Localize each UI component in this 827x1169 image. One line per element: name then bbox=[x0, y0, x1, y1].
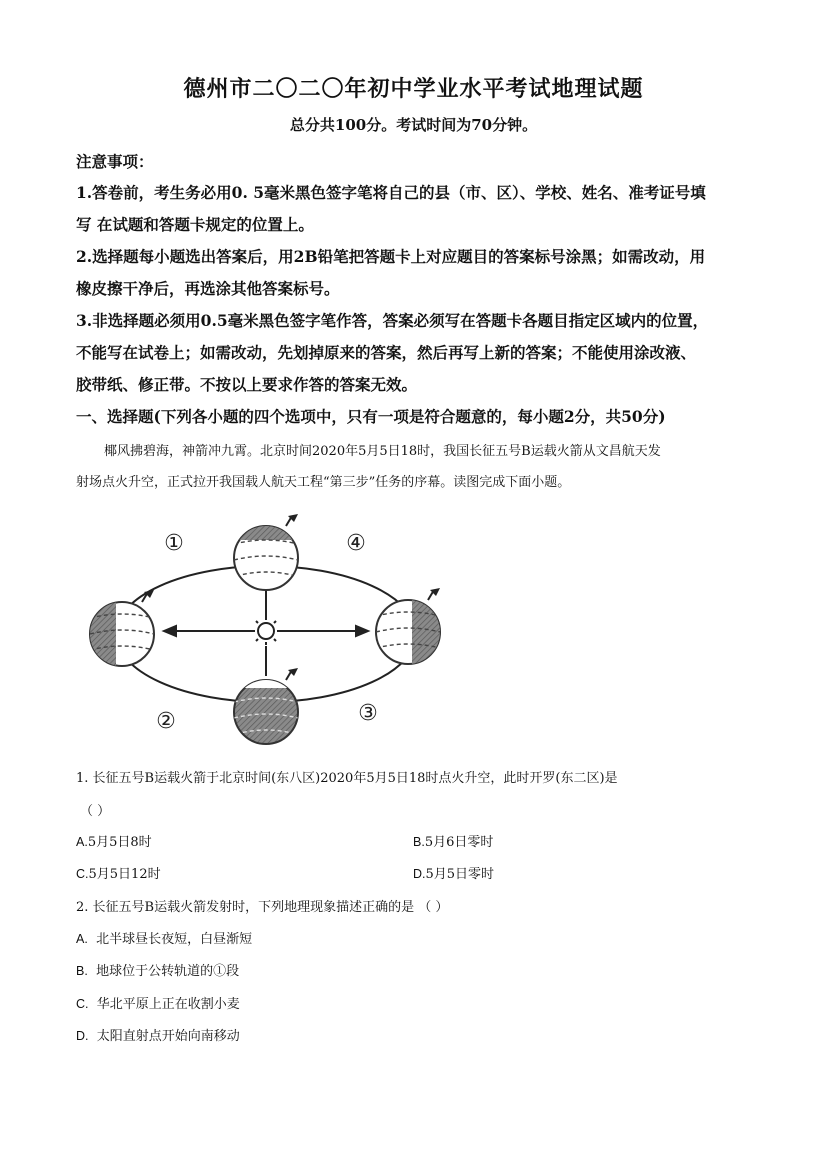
page-title: 德州市二〇二〇年初中学业水平考试地理试题 bbox=[183, 76, 644, 102]
notice-line-3: 2.选择题每小题选出答案后，用2B铅笔把答题卡上对应题目的答案标号涂黑；如需改动，用 bbox=[76, 247, 706, 266]
question-2-option-b[interactable] bbox=[76, 960, 239, 979]
option-label: A. bbox=[76, 835, 88, 849]
earth-top-icon bbox=[226, 514, 306, 590]
option-text: 地球位于公转轨道的①段 bbox=[96, 964, 240, 979]
question-1-option-c[interactable] bbox=[76, 863, 161, 882]
earth-left-icon bbox=[86, 590, 154, 676]
option-label: D. bbox=[413, 867, 426, 881]
question-1-option-a[interactable] bbox=[76, 831, 152, 850]
option-text: 太阳直射点开始向南移动 bbox=[96, 1029, 240, 1044]
notice-line-4: 橡皮擦干净后，再选涂其他答案标号。 bbox=[76, 279, 340, 298]
question-2-stem: 2. 长征五号B运载火箭发射时，下列地理现象描述正确的是 （ ） bbox=[76, 900, 449, 915]
passage-line-1: 椰风拂碧海，神箭冲九霄。北京时间2020年5月5日18时，我国长征五号B运载火箭从文昌航天发 bbox=[104, 444, 661, 459]
question-1-stem: 1. 长征五号B运载火箭于北京时间(东八区)2020年5月5日18时点火升空，此时开罗(东二区)是 bbox=[76, 771, 618, 786]
earth-bottom-icon bbox=[234, 668, 298, 744]
option-label: C. bbox=[76, 997, 89, 1011]
option-label: B. bbox=[413, 835, 425, 849]
option-text: 5月6日零时 bbox=[424, 835, 494, 850]
option-label: D. bbox=[76, 1029, 89, 1043]
notice-heading: 注意事项： bbox=[76, 152, 154, 171]
option-text: 5月5日8时 bbox=[87, 835, 152, 850]
sun-icon bbox=[252, 617, 280, 645]
notice-line-1: 1.答卷前，考生务必用0. 5毫米黑色签字笔将自己的县（市、区）、学校、姓名、准考证号填 bbox=[76, 183, 706, 202]
segment-label-1: ① bbox=[164, 531, 184, 556]
option-text: 5月5日12时 bbox=[88, 867, 161, 882]
passage-line-2: 射场点火升空，正式拉开我国载人航天工程“第三步”任务的序幕。读图完成下面小题。 bbox=[76, 475, 571, 490]
question-1-blank: （ ） bbox=[80, 804, 111, 819]
option-label: C. bbox=[76, 867, 89, 881]
question-2-option-c[interactable] bbox=[76, 993, 240, 1012]
option-text: 5月5日零时 bbox=[425, 867, 495, 882]
earth-orbit-diagram bbox=[86, 506, 456, 750]
question-2-option-a[interactable] bbox=[76, 928, 252, 947]
notice-line-5: 3.非选择题必须用0.5毫米黑色签字笔作答，答案必须写在答题卡各题目指定区域内的位置， bbox=[76, 311, 709, 330]
notice-line-7: 胶带纸、修正带。不按以上要求作答的答案无效。 bbox=[76, 375, 418, 394]
question-2-option-d[interactable] bbox=[76, 1025, 240, 1044]
segment-label-2: ② bbox=[156, 709, 176, 734]
question-1-option-d[interactable] bbox=[413, 863, 494, 882]
notice-line-6: 不能写在试卷上；如需改动，先划掉原来的答案，然后再写上新的答案；不能使用涂改液、 bbox=[76, 343, 697, 362]
earth-right-icon bbox=[376, 588, 452, 674]
segment-label-4: ④ bbox=[346, 531, 366, 556]
exam-info: 总分共100分。考试时间为70分钟。 bbox=[289, 116, 538, 134]
option-text: 北半球昼长夜短，白昼渐短 bbox=[96, 932, 253, 947]
option-text: 华北平原上正在收割小麦 bbox=[96, 997, 240, 1012]
section-heading: 一、选择题(下列各小题的四个选项中，只有一项是符合题意的，每小题2分，共50分) bbox=[76, 407, 666, 426]
notice-line-2: 写 在试题和答题卡规定的位置上。 bbox=[76, 215, 314, 234]
option-label: B. bbox=[76, 964, 88, 978]
option-label: A. bbox=[76, 932, 88, 946]
segment-label-3: ③ bbox=[358, 701, 378, 726]
question-1-option-b[interactable] bbox=[413, 831, 493, 850]
